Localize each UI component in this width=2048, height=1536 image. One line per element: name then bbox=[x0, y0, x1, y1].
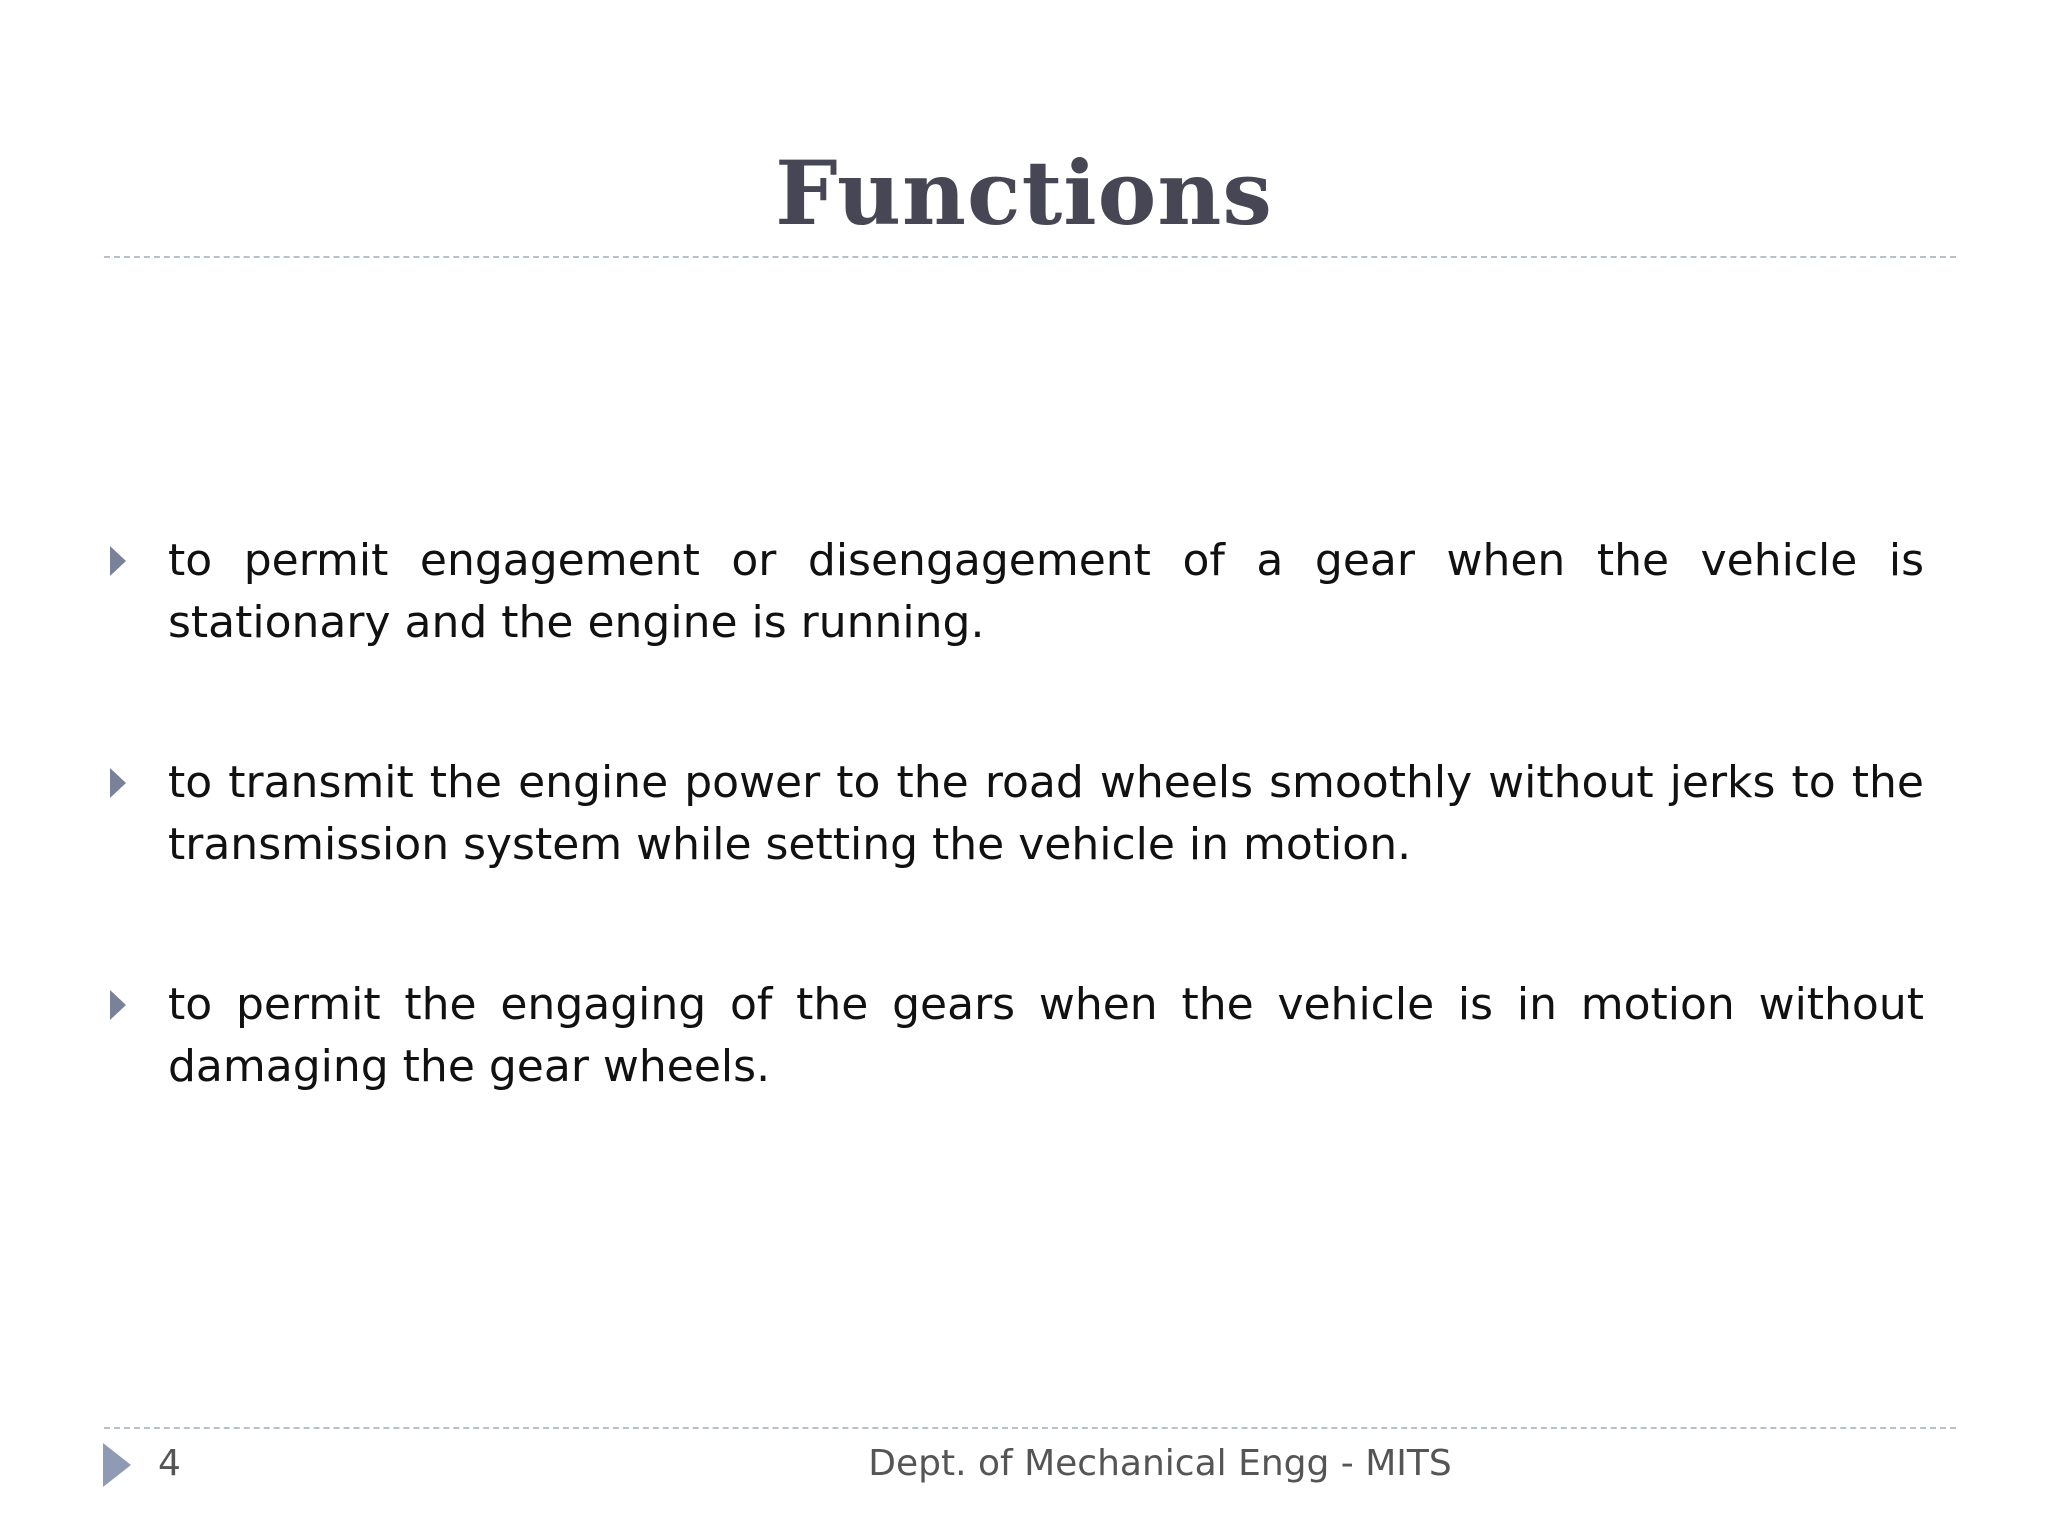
bullet-text: to permit the engaging of the gears when the vehicle is in motion without damaging the gear wheels. bbox=[168, 979, 1924, 1092]
slide-title: Functions bbox=[775, 141, 1273, 245]
bullet-text: to transmit the engine power to the road wheels smoothly without jerks to the transmission system while setting the vehicle in motion. bbox=[168, 757, 1924, 870]
bullet-item bbox=[104, 530, 1924, 654]
bullet-item bbox=[104, 974, 1924, 1098]
footer-divider bbox=[104, 1427, 1956, 1429]
bullet-item bbox=[104, 752, 1924, 876]
page-number: 4 bbox=[158, 1443, 181, 1484]
footer-text: Dept. of Mechanical Engg - MITS bbox=[868, 1443, 1452, 1484]
triangle-right-icon bbox=[110, 990, 126, 1020]
triangle-right-icon bbox=[110, 546, 126, 576]
triangle-right-icon bbox=[110, 768, 126, 798]
title-divider bbox=[104, 256, 1956, 258]
bullet-text: to permit engagement or disengagement of a gear when the vehicle is stationary and the engine is running. bbox=[168, 535, 1924, 648]
bullet-list bbox=[104, 530, 1924, 1196]
